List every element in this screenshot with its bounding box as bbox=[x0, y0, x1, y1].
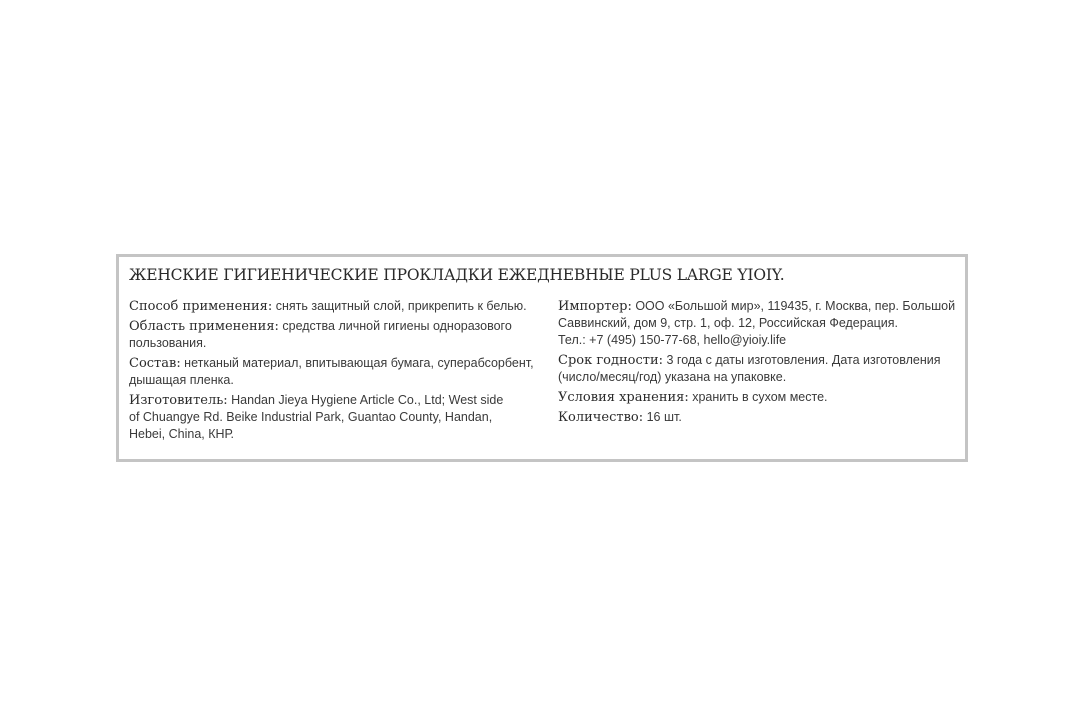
product-title: ЖЕНСКИЕ ГИГИЕНИЧЕСКИЕ ПРОКЛАДКИ ЕЖЕДНЕВНЫЕ PLUS LARGE YIOIY. bbox=[129, 266, 785, 284]
storage-entry bbox=[558, 389, 958, 406]
composition-value-line-2: дышащая пленка. bbox=[129, 373, 234, 387]
importer-value-line-3: Тел.: +7 (495) 150-77-68, hello@yioiy.life bbox=[558, 333, 787, 347]
scope-key: Область применения: bbox=[129, 319, 279, 334]
product-label bbox=[116, 254, 968, 462]
quantity-entry bbox=[558, 409, 958, 426]
shelf-life-value-line-1: 3 года с даты изготовления. Дата изготовления bbox=[663, 353, 941, 367]
scope-entry bbox=[129, 318, 537, 352]
importer-key: Импортер: bbox=[558, 299, 632, 314]
scope-value-line-1: средства личной гигиены одноразового bbox=[278, 319, 512, 333]
usage-key: Способ применения: bbox=[129, 299, 273, 314]
importer-value-line-1: ООО «Большой мир», 119435, г. Москва, пер. Большой bbox=[631, 299, 956, 313]
shelf-life-entry bbox=[558, 352, 958, 386]
left-column bbox=[129, 298, 537, 446]
storage-key: Условия хранения: bbox=[558, 390, 689, 405]
shelf-life-key: Срок годности: bbox=[558, 353, 664, 368]
right-column bbox=[558, 298, 958, 429]
manufacturer-key: Изготовитель: bbox=[129, 393, 228, 408]
storage-value: хранить в сухом месте. bbox=[688, 390, 828, 404]
composition-value-line-1: нетканый материал, впитывающая бумага, суперабсорбент, bbox=[180, 356, 534, 370]
shelf-life-value-line-2: (число/месяц/год) указана на упаковке. bbox=[558, 370, 787, 384]
scope-value-line-2: пользования. bbox=[129, 336, 207, 350]
manufacturer-value-line-1: Handan Jieya Hygiene Article Co., Ltd; West side bbox=[227, 393, 504, 407]
quantity-key: Количество: bbox=[558, 410, 644, 425]
quantity-value: 16 шт. bbox=[643, 410, 682, 424]
manufacturer-value-line-3: Hebei, China, КНР. bbox=[129, 427, 234, 441]
usage-value: снять защитный слой, прикрепить к белью. bbox=[272, 299, 527, 313]
manufacturer-entry bbox=[129, 392, 537, 443]
importer-entry bbox=[558, 298, 958, 349]
composition-key: Состав: bbox=[129, 356, 181, 371]
usage-entry bbox=[129, 298, 537, 315]
composition-entry bbox=[129, 355, 537, 389]
importer-value-line-2: Саввинский, дом 9, стр. 1, оф. 12, Российская Федерация. bbox=[558, 316, 899, 330]
manufacturer-value-line-2: of Chuangye Rd. Beike Industrial Park, Guantao County, Handan, bbox=[129, 410, 493, 424]
